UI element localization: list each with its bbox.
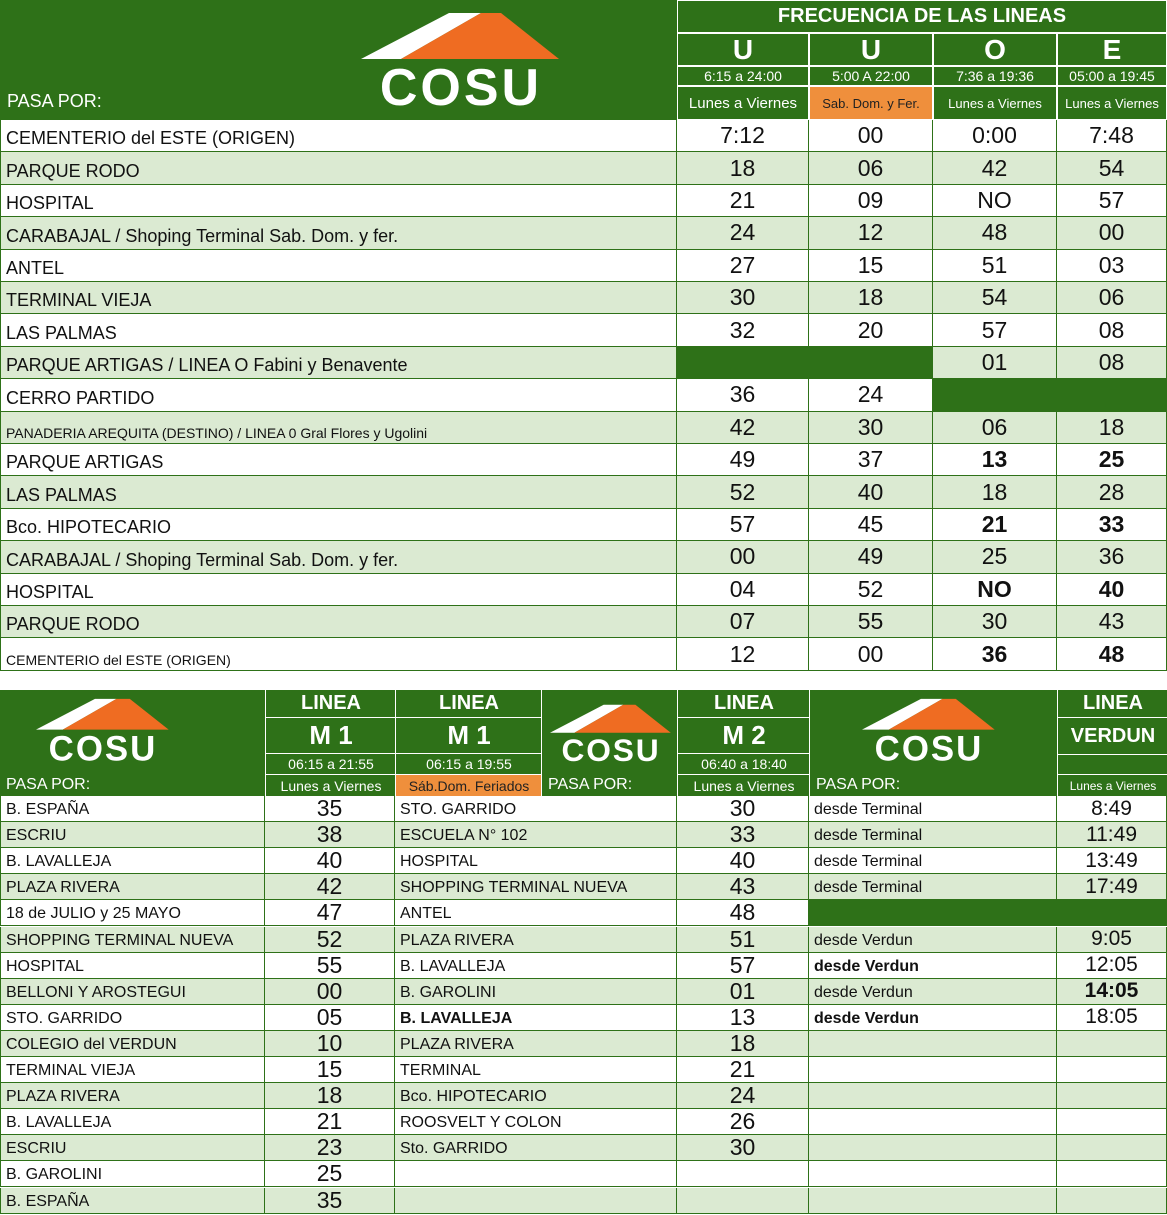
- m2-name: M 2: [678, 718, 810, 754]
- verdun-origin: [809, 1109, 1057, 1135]
- departure-time: 30: [933, 606, 1057, 638]
- verdun-origin: [809, 1135, 1057, 1161]
- departure-time: 30: [677, 282, 809, 314]
- departure-time: 01: [677, 979, 809, 1005]
- departure-time: 18: [677, 1031, 809, 1057]
- linea-label: LINEA: [396, 690, 542, 718]
- departure-time: [1057, 1109, 1167, 1135]
- departure-time: 33: [1057, 509, 1167, 541]
- departure-time: 52: [677, 476, 809, 508]
- departure-time: 26: [677, 1109, 809, 1135]
- departure-time: 00: [809, 120, 933, 152]
- cosu-logo: [550, 702, 672, 766]
- bottom-schedule: [0, 690, 1167, 1215]
- stop-name: Sto. GARRIDO: [395, 1135, 677, 1161]
- verdun-origin: desde Terminal: [809, 796, 1057, 822]
- stop-name: CARABAJAL / Shoping Terminal Sab. Dom. y fer.: [0, 217, 677, 249]
- departure-time: 49: [809, 541, 933, 573]
- line-hours: 05:00 a 19:45: [1057, 66, 1167, 86]
- departure-time: 20: [809, 314, 933, 346]
- departure-time: 40: [677, 848, 809, 874]
- departure-time: 52: [809, 574, 933, 606]
- departure-time: 21: [265, 1109, 395, 1135]
- verdun-origin: desde Terminal: [809, 822, 1057, 848]
- stop-name: PARQUE RODO: [0, 152, 677, 184]
- departure-time: 42: [933, 152, 1057, 184]
- linea-label: LINEA: [678, 690, 810, 718]
- verdun-origin: [809, 1057, 1057, 1083]
- departure-time: 07: [677, 606, 809, 638]
- departure-time: [1057, 1057, 1167, 1083]
- departure-time: 57: [933, 314, 1057, 346]
- departure-time: 38: [265, 822, 395, 848]
- cosu-logo-text: COSU: [561, 731, 661, 766]
- departure-time: 18: [1057, 412, 1167, 444]
- cosu-logo-text: COSU: [379, 59, 543, 111]
- stop-name: HOSPITAL: [0, 185, 677, 217]
- m1-hours: 06:15 a 19:55: [396, 754, 542, 775]
- departure-time: 21: [677, 1057, 809, 1083]
- departure-time: 06: [933, 412, 1057, 444]
- departure-time: 00: [809, 638, 933, 670]
- departure-time: 18: [677, 152, 809, 184]
- line-days: Lunes a Viernes: [677, 86, 809, 120]
- departure-time: NO: [933, 574, 1057, 606]
- verdun-origin: desde Terminal: [809, 848, 1057, 874]
- departure-time: 47: [265, 900, 395, 926]
- verdun-origin: desde Verdun: [809, 953, 1057, 979]
- departure-time: 08: [1057, 314, 1167, 346]
- stop-name: 18 de JULIO y 25 MAYO: [0, 900, 265, 926]
- verdun-origin: desde Verdun: [809, 1005, 1057, 1031]
- cosu-logo-text: COSU: [48, 729, 158, 766]
- departure-time: 36: [933, 638, 1057, 670]
- stop-name: B. LAVALLEJA: [0, 1109, 265, 1135]
- departure-time: 48: [677, 900, 809, 926]
- verdun-origin: desde Verdun: [809, 927, 1057, 953]
- departure-time: 7:48: [1057, 120, 1167, 152]
- stop-name: ANTEL: [0, 250, 677, 282]
- m2-days: Lunes a Viernes: [693, 777, 795, 794]
- m1-days: Sáb.Dom. Feriados: [396, 775, 542, 796]
- stop-name: PLAZA RIVERA: [395, 1031, 677, 1057]
- departure-time: 32: [677, 314, 809, 346]
- departure-time: 10: [265, 1031, 395, 1057]
- departure-time: 00: [265, 979, 395, 1005]
- verdun-origin: [809, 1031, 1057, 1057]
- verdun-origin: [809, 1161, 1057, 1187]
- m1-name: M 1: [396, 718, 542, 754]
- departure-time: 57: [677, 509, 809, 541]
- stop-name: B. LAVALLEJA: [0, 848, 265, 874]
- m1-name: M 1: [266, 718, 396, 754]
- stop-name: PARQUE ARTIGAS: [0, 444, 677, 476]
- departure-time: 42: [677, 412, 809, 444]
- m2-header-brand: [541, 690, 677, 796]
- stop-name: ROOSVELT Y COLON: [395, 1109, 677, 1135]
- departure-time: 30: [677, 796, 809, 822]
- departure-time: 35: [265, 1188, 395, 1214]
- verdun-spacer: [1058, 754, 1167, 775]
- departure-time: 42: [265, 874, 395, 900]
- departure-time: 18: [265, 1083, 395, 1109]
- departure-time: 54: [933, 282, 1057, 314]
- departure-time: [677, 347, 809, 379]
- line-hours: 6:15 a 24:00: [677, 66, 809, 86]
- stop-name: CERRO PARTIDO: [0, 379, 677, 411]
- departure-time: 13: [677, 1005, 809, 1031]
- pasa-por-label: PASA POR:: [6, 776, 91, 793]
- stop-name: ESCUELA N° 102: [395, 822, 677, 848]
- verdun-header-brand: [809, 690, 1057, 796]
- departure-time: 18:05: [1057, 1005, 1167, 1031]
- stop-name: SHOPPING TERMINAL NUEVA: [395, 874, 677, 900]
- departure-time: 21: [933, 509, 1057, 541]
- verdun-name: VERDUN: [1070, 724, 1156, 747]
- departure-time: 48: [1057, 638, 1167, 670]
- departure-time: 18: [809, 282, 933, 314]
- departure-time: 57: [1057, 185, 1167, 217]
- departure-time: 24: [677, 217, 809, 249]
- departure-time: 21: [677, 185, 809, 217]
- departure-time: 30: [809, 412, 933, 444]
- m1-weekday-header: [265, 690, 395, 796]
- stop-name: [395, 1161, 677, 1187]
- stop-name: PARQUE RODO: [0, 606, 677, 638]
- stop-name: CEMENTERIO del ESTE (ORIGEN): [0, 638, 677, 670]
- departure-time: 27: [677, 250, 809, 282]
- departure-time: 05: [265, 1005, 395, 1031]
- verdun-header: [1057, 690, 1167, 796]
- departure-time: [1057, 1083, 1167, 1109]
- stop-name: LAS PALMAS: [0, 476, 677, 508]
- line-letter: E: [1057, 33, 1167, 66]
- stop-name: TERMINAL VIEJA: [0, 1057, 265, 1083]
- verdun-origin: [809, 1083, 1057, 1109]
- departure-time: [1057, 1161, 1167, 1187]
- pasa-por-label: PASA POR:: [548, 776, 633, 793]
- stop-name: PANADERIA AREQUITA (DESTINO) / LINEA 0 Gral Flores y Ugolini: [0, 412, 677, 444]
- departure-time: 54: [1057, 152, 1167, 184]
- line-letter: U: [809, 33, 933, 66]
- departure-time: 35: [265, 796, 395, 822]
- line-hours: 7:36 a 19:36: [933, 66, 1057, 86]
- frequency-title: FRECUENCIA DE LAS LINEAS: [677, 0, 1167, 33]
- stop-name: Bco. HIPOTECARIO: [395, 1083, 677, 1109]
- stop-name: B. GAROLINI: [0, 1161, 265, 1187]
- stop-name: B. GAROLINI: [395, 979, 677, 1005]
- stop-name: CARABAJAL / Shoping Terminal Sab. Dom. y fer.: [0, 541, 677, 573]
- stop-name: STO. GARRIDO: [0, 1005, 265, 1031]
- departure-time: 23: [265, 1135, 395, 1161]
- stop-name: ESCRIU: [0, 822, 265, 848]
- departure-time: 18: [933, 476, 1057, 508]
- departure-time: 25: [933, 541, 1057, 573]
- departure-time: [1057, 379, 1167, 411]
- departure-time: 9:05: [1057, 927, 1167, 953]
- departure-time: [677, 1161, 809, 1187]
- departure-time: 00: [1057, 217, 1167, 249]
- stop-name: TERMINAL: [395, 1057, 677, 1083]
- stop-name: STO. GARRIDO: [395, 796, 677, 822]
- departure-time: NO: [933, 185, 1057, 217]
- departure-time: 55: [809, 606, 933, 638]
- departure-time: 17:49: [1057, 874, 1167, 900]
- departure-time: 45: [809, 509, 933, 541]
- stop-name: TERMINAL VIEJA: [0, 282, 677, 314]
- departure-time: 52: [265, 927, 395, 953]
- cosu-logo: [36, 696, 170, 766]
- top-header-brand: [0, 0, 677, 120]
- stop-name: HOSPITAL: [395, 848, 677, 874]
- departure-time: 25: [1057, 444, 1167, 476]
- departure-time: 14:05: [1057, 979, 1167, 1005]
- stop-name: SHOPPING TERMINAL NUEVA: [0, 927, 265, 953]
- departure-time: 15: [265, 1057, 395, 1083]
- stop-name: [395, 1188, 677, 1214]
- stop-name: HOSPITAL: [0, 953, 265, 979]
- stop-name: ESCRIU: [0, 1135, 265, 1161]
- stop-name: B. LAVALLEJA: [395, 1005, 677, 1031]
- departure-time: 55: [265, 953, 395, 979]
- departure-time: 09: [809, 185, 933, 217]
- departure-time: [1057, 900, 1167, 926]
- departure-time: [677, 1188, 809, 1214]
- departure-time: 57: [677, 953, 809, 979]
- stop-name: HOSPITAL: [0, 574, 677, 606]
- departure-time: [1057, 1188, 1167, 1214]
- verdun-origin: [809, 1188, 1057, 1214]
- departure-time: 12: [809, 217, 933, 249]
- cosu-logo: [862, 696, 996, 766]
- departure-time: [1057, 1031, 1167, 1057]
- departure-time: 12: [677, 638, 809, 670]
- stop-name: B. LAVALLEJA: [395, 953, 677, 979]
- departure-time: 06: [809, 152, 933, 184]
- verdun-origin: desde Verdun: [809, 979, 1057, 1005]
- stop-name: ANTEL: [395, 900, 677, 926]
- m1-hours: 06:15 a 21:55: [266, 754, 396, 775]
- departure-time: 43: [1057, 606, 1167, 638]
- departure-time: 40: [265, 848, 395, 874]
- departure-time: 24: [677, 1083, 809, 1109]
- departure-time: 12:05: [1057, 953, 1167, 979]
- departure-time: 28: [1057, 476, 1167, 508]
- departure-time: 11:49: [1057, 822, 1167, 848]
- verdun-origin: desde Terminal: [809, 874, 1057, 900]
- stop-name: B. ESPAÑA: [0, 1188, 265, 1214]
- departure-time: 13:49: [1057, 848, 1167, 874]
- m2-hours: 06:40 a 18:40: [678, 754, 810, 775]
- departure-time: 03: [1057, 250, 1167, 282]
- departure-time: 00: [677, 541, 809, 573]
- departure-time: 43: [677, 874, 809, 900]
- departure-time: 37: [809, 444, 933, 476]
- m1-days: Lunes a Viernes: [280, 777, 382, 794]
- stop-name: PARQUE ARTIGAS / LINEA O Fabini y Benavente: [0, 347, 677, 379]
- departure-time: 51: [933, 250, 1057, 282]
- departure-time: 15: [809, 250, 933, 282]
- departure-time: 7:12: [677, 120, 809, 152]
- departure-time: [1057, 1135, 1167, 1161]
- departure-time: 0:00: [933, 120, 1057, 152]
- stop-name: PLAZA RIVERA: [395, 927, 677, 953]
- departure-time: 08: [1057, 347, 1167, 379]
- m1-weekend-header: [395, 690, 541, 796]
- departure-time: 49: [677, 444, 809, 476]
- departure-time: 13: [933, 444, 1057, 476]
- departure-time: 36: [1057, 541, 1167, 573]
- departure-time: 33: [677, 822, 809, 848]
- stop-name: B. ESPAÑA: [0, 796, 265, 822]
- pasa-por-label: PASA POR:: [7, 91, 102, 111]
- stop-name: PLAZA RIVERA: [0, 1083, 265, 1109]
- departure-time: 40: [1057, 574, 1167, 606]
- pasa-por-label: PASA POR:: [816, 776, 901, 793]
- line-days: Lunes a Viernes: [1057, 86, 1167, 120]
- cosu-logo: [361, 11, 561, 111]
- line-hours: 5:00 A 22:00: [809, 66, 933, 86]
- stop-name: COLEGIO del VERDUN: [0, 1031, 265, 1057]
- departure-time: 40: [809, 476, 933, 508]
- line-letter: O: [933, 33, 1057, 66]
- cosu-logo-text: COSU: [874, 729, 984, 766]
- departure-time: 48: [933, 217, 1057, 249]
- departure-time: 01: [933, 347, 1057, 379]
- line-letter: U: [677, 33, 809, 66]
- departure-time: 06: [1057, 282, 1167, 314]
- departure-time: [933, 379, 1057, 411]
- stop-name: LAS PALMAS: [0, 314, 677, 346]
- verdun-origin: [809, 900, 1057, 926]
- m1-header-brand: [0, 690, 265, 796]
- verdun-days: Lunes a Viernes: [1069, 778, 1157, 793]
- linea-label: LINEA: [1058, 690, 1167, 718]
- m2-header: [677, 690, 809, 796]
- departure-time: 04: [677, 574, 809, 606]
- departure-time: 36: [677, 379, 809, 411]
- departure-time: 30: [677, 1135, 809, 1161]
- stop-name: Bco. HIPOTECARIO: [0, 509, 677, 541]
- departure-time: 25: [265, 1161, 395, 1187]
- departure-time: [809, 347, 933, 379]
- departure-time: 24: [809, 379, 933, 411]
- stop-name: CEMENTERIO del ESTE (ORIGEN): [0, 120, 677, 152]
- linea-label: LINEA: [266, 690, 396, 718]
- departure-time: 8:49: [1057, 796, 1167, 822]
- stop-name: PLAZA RIVERA: [0, 874, 265, 900]
- line-days: Sab. Dom. y Fer.: [809, 86, 933, 120]
- stop-name: BELLONI Y AROSTEGUI: [0, 979, 265, 1005]
- line-days: Lunes a Viernes: [933, 86, 1057, 120]
- departure-time: 51: [677, 927, 809, 953]
